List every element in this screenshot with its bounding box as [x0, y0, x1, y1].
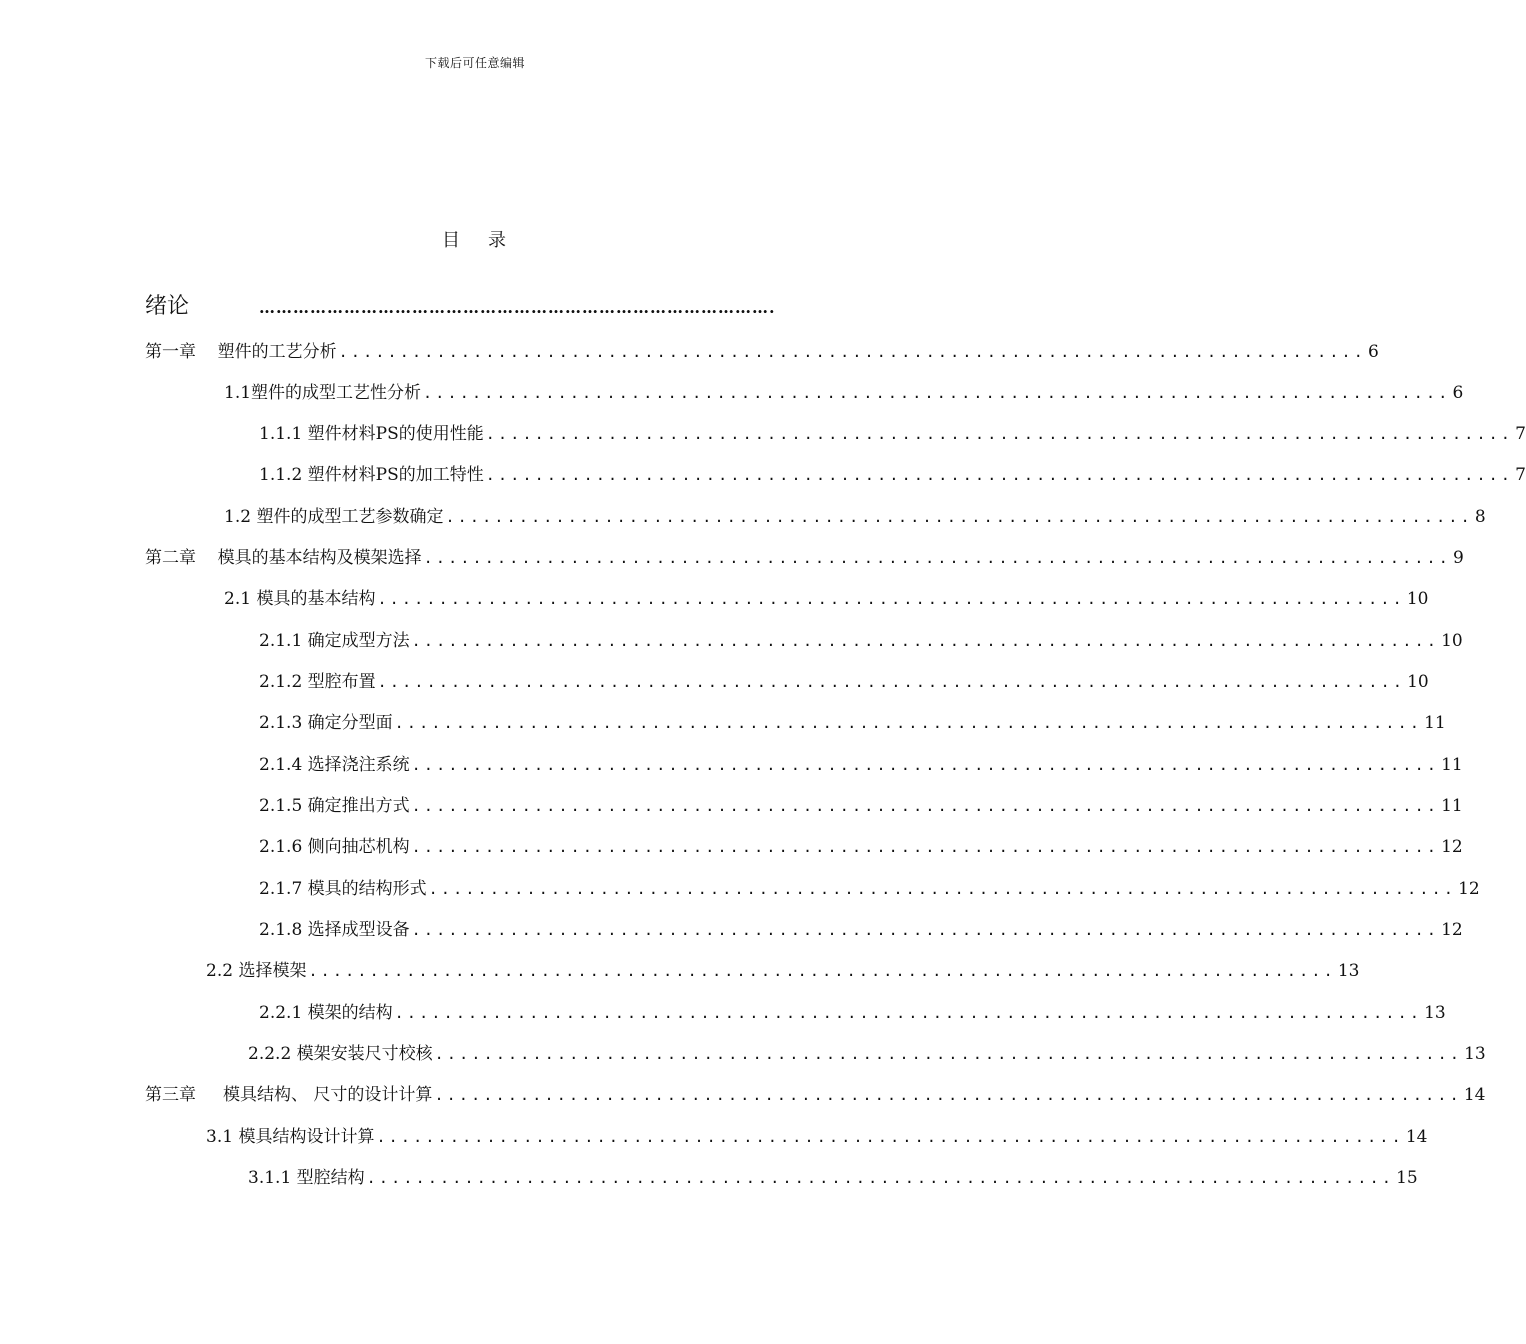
toc-entry-page: 14 — [1405, 1127, 1428, 1147]
toc-title — [0, 226, 950, 252]
toc-dot-leader: .................................................................................... — [394, 714, 1423, 732]
toc-entry-label: 2.1.3 确定分型面 — [259, 713, 393, 733]
toc-dot-leader: .................................................................................... — [485, 425, 1514, 443]
toc-entry-page: 13 — [1464, 1044, 1486, 1064]
toc-entry-page: 14 — [1463, 1085, 1486, 1105]
toc-entry-page: 11 — [1441, 796, 1463, 816]
toc-entry-label: 2.2.1 模架的结构 — [259, 1003, 393, 1023]
toc-entry[interactable] — [224, 505, 1486, 529]
toc-entry-label: 1.1塑件的成型工艺性分析 — [224, 383, 422, 403]
toc-entry[interactable] — [206, 959, 1360, 983]
toc-dot-leader: .................................................................................... — [411, 838, 1440, 856]
toc-entry-page: 6 — [1368, 342, 1379, 362]
toc-dot-leader: .................................................................................... — [485, 466, 1514, 484]
toc-entry-page: 12 — [1441, 920, 1463, 940]
toc-entry-page: 10 — [1407, 672, 1429, 692]
toc-entry[interactable] — [259, 753, 1463, 777]
toc-title-char-1: 目 — [442, 230, 462, 251]
toc-entry-label: 2.2.2 模架安装尺寸校核 — [248, 1044, 433, 1064]
toc-entry-page: 13 — [1337, 961, 1360, 981]
page-header: 下载后可任意编辑 — [424, 56, 525, 70]
toc-dot-leader: .................................................................................... — [411, 632, 1440, 650]
toc-dot-leader: .................................................................................... — [428, 880, 1457, 898]
toc-entry[interactable] — [206, 1125, 1428, 1149]
toc-entry-label: 2.1.5 确定推出方式 — [259, 796, 410, 816]
toc-dot-leader: .................................................................................... — [338, 343, 1367, 361]
toc-dot-leader: .................................................................................... — [423, 549, 1452, 567]
toc-entry-page: 12 — [1441, 837, 1463, 857]
toc-dot-leader: .................................................................................... — [394, 1004, 1423, 1022]
toc-entry[interactable] — [259, 463, 1526, 487]
toc-dot-leader: .................................................................................... — [434, 1045, 1463, 1063]
toc-entry-page: 12 — [1458, 879, 1480, 899]
toc-dot-leader: ………………………………………………………………………………. — [259, 298, 776, 317]
toc-entry-label: 绪论 — [145, 294, 190, 319]
toc-entry[interactable] — [145, 546, 1464, 570]
toc-entry-label: 1.1.1 塑件材料PS的使用性能 — [259, 424, 484, 444]
toc-entry[interactable] — [259, 1001, 1446, 1025]
toc-entry-page: 8 — [1474, 507, 1486, 527]
toc-dot-leader: .................................................................................... — [377, 673, 1406, 691]
toc-entry-label: 2.2 选择模架 — [206, 961, 307, 981]
toc-entry-label: 2.1.4 选择浇注系统 — [259, 755, 410, 775]
toc-entry-page: 13 — [1424, 1003, 1446, 1023]
toc-dot-leader: .................................................................................... — [445, 508, 1473, 526]
toc-entry-label: 2.1 模具的基本结构 — [224, 589, 376, 609]
toc-entry[interactable] — [259, 670, 1429, 694]
toc-dot-leader: .................................................................................... — [434, 1086, 1462, 1104]
toc-entry[interactable] — [224, 587, 1429, 611]
toc-entry-page: 6 — [1452, 383, 1464, 403]
toc-entry[interactable] — [224, 381, 1464, 405]
toc-entry[interactable] — [259, 629, 1463, 653]
toc-entry-label: 2.1.6 侧向抽芯机构 — [259, 837, 410, 857]
toc-entry-label: 第一章 塑件的工艺分析 — [145, 342, 337, 362]
toc-dot-leader: .................................................................................... — [411, 756, 1440, 774]
toc-dot-leader: .................................................................................... — [411, 921, 1440, 939]
toc-entry[interactable] — [259, 794, 1463, 818]
toc-entry-label: 1.1.2 塑件材料PS的加工特性 — [259, 465, 484, 485]
toc-entry-label: 1.2 塑件的成型工艺参数确定 — [224, 507, 444, 527]
toc-entry-label: 2.1.2 型腔布置 — [259, 672, 376, 692]
toc-dot-leader: .................................................................................... — [308, 962, 1336, 980]
toc-entry-page: 10 — [1406, 589, 1429, 609]
toc-dot-leader: .................................................................................... — [423, 384, 1451, 402]
toc-entry-page: 11 — [1441, 755, 1463, 775]
toc-entry[interactable] — [259, 877, 1480, 901]
toc-title-char-2: 录 — [488, 230, 508, 251]
toc-entry-label: 2.1.8 选择成型设备 — [259, 920, 410, 940]
toc-entry-page: 7 — [1515, 465, 1526, 485]
toc-entry-label: 2.1.7 模具的结构形式 — [259, 879, 427, 899]
toc-entry-page: 15 — [1396, 1168, 1418, 1188]
toc-entry[interactable] — [145, 1083, 1486, 1107]
toc-entry[interactable] — [259, 918, 1463, 942]
toc-entry[interactable] — [248, 1042, 1486, 1066]
toc-entry-page: 9 — [1453, 548, 1464, 568]
toc-entry-label: 3.1 模具结构设计计算 — [206, 1127, 375, 1147]
toc-entry[interactable] — [145, 340, 1379, 364]
toc-entry-label: 第二章 模具的基本结构及模架选择 — [145, 548, 422, 568]
toc-entry-page: 11 — [1424, 713, 1446, 733]
toc-entry-label: 2.1.1 确定成型方法 — [259, 631, 410, 651]
toc-entry[interactable] — [259, 422, 1526, 446]
toc-dot-leader: .................................................................................... — [376, 1128, 1404, 1146]
toc-entry[interactable] — [259, 711, 1446, 735]
toc-dot-leader: .................................................................................... — [366, 1169, 1395, 1187]
toc-entry-page: 7 — [1515, 424, 1526, 444]
toc-dot-leader: .................................................................................... — [377, 590, 1405, 608]
toc-entry-intro[interactable] — [145, 292, 810, 322]
toc-dot-leader: .................................................................................... — [411, 797, 1440, 815]
toc-entry-page: 10 — [1441, 631, 1463, 651]
toc-entry[interactable] — [248, 1166, 1418, 1190]
toc-entry[interactable] — [259, 835, 1463, 859]
toc-entry-label: 第三章 模具结构、 尺寸的设计计算 — [145, 1085, 433, 1105]
toc-entry-label: 3.1.1 型腔结构 — [248, 1168, 365, 1188]
